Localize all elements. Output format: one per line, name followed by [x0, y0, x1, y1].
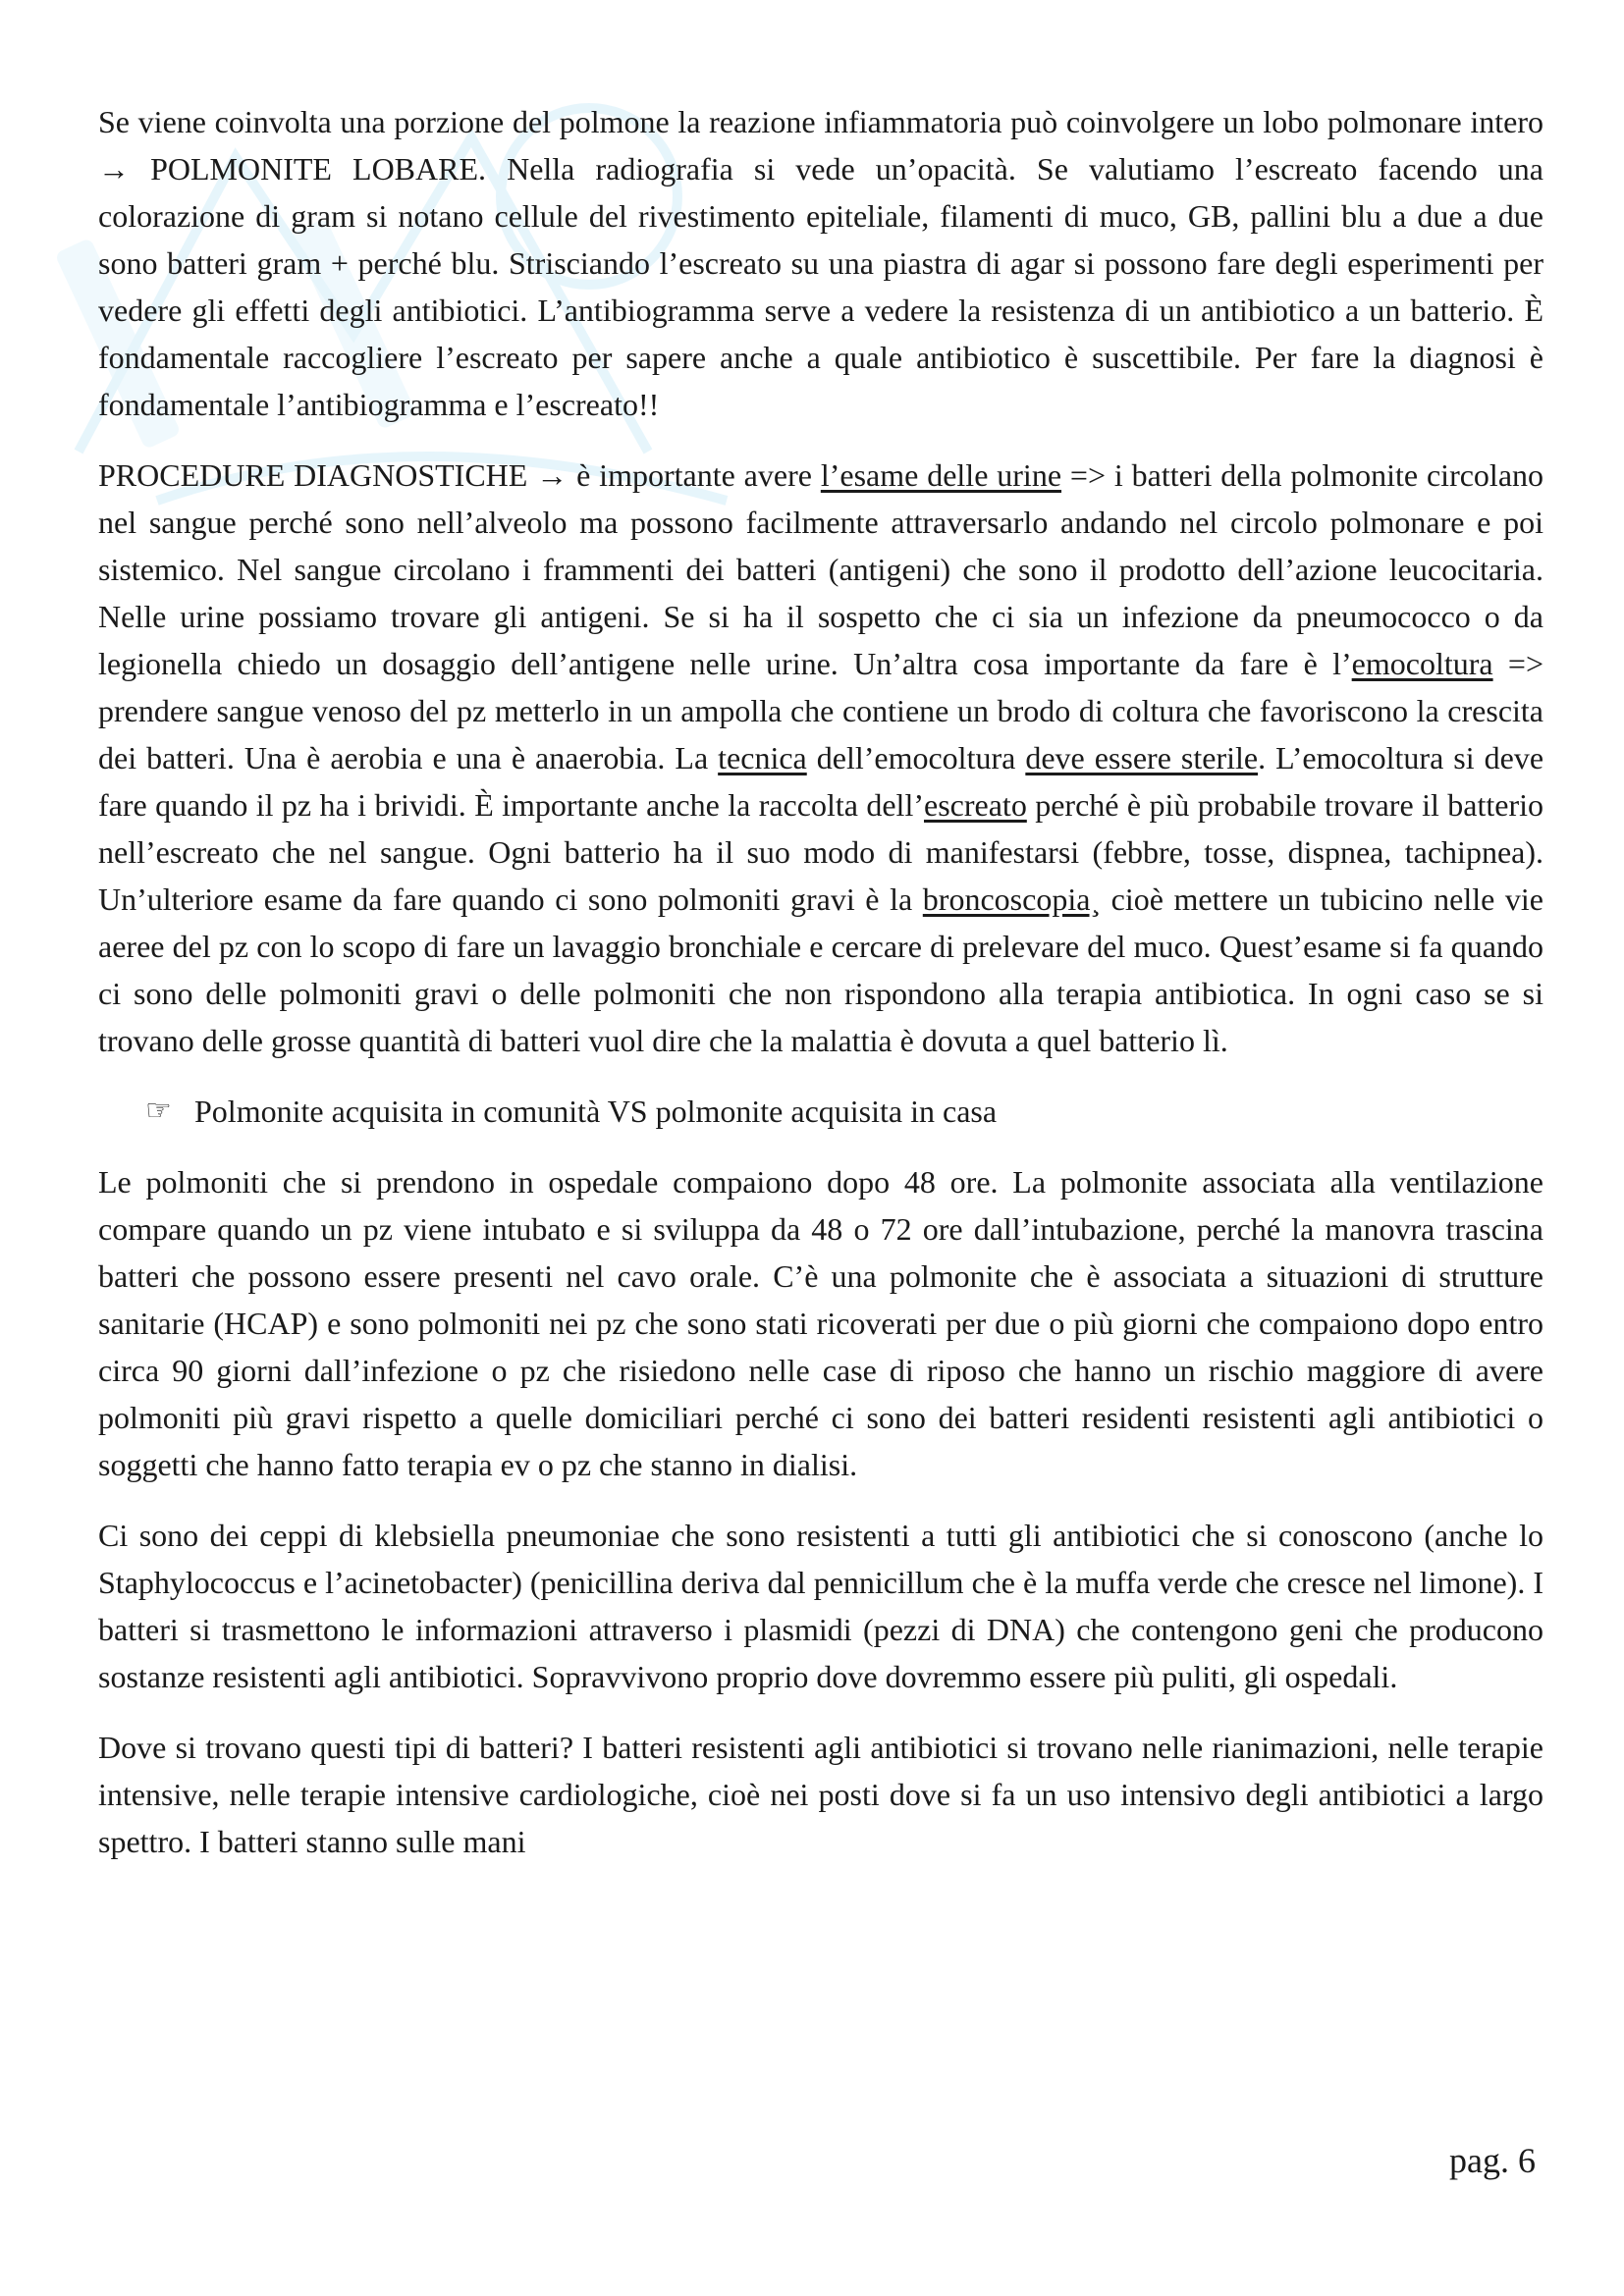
- paragraph-polmonite-lobare: Se viene coinvolta una porzione del polmone la reazione infiammatoria può coinvolgere un lobo polmonare intero → POLMONITE LOBARE. Nella radiografia si vede un’opacità. Se valutiamo l’escreato facendo una colorazione di gram si notano cellule del rivestimento epiteliale, filamenti di muco, GB, pallini blu a due a due sono batteri gram + perché blu. Strisciando l’escreato su una piastra di agar si possono fare degli esperimenti per vedere gli effetti degli antibiotici. L’antibiogramma serve a vedere la resistenza di un antibiotico a un batterio. È fondamentale raccogliere l’escreato per sapere anche a quale antibiotico è suscettibile. Per fare la diagnosi è fondamentale l’antibiogramma e l’escreato!!: [98, 104, 1543, 422]
- arrow-icon: →: [536, 457, 568, 493]
- arrow-icon: →: [98, 151, 130, 187]
- paragraph-dove-batteri: Dove si trovano questi tipi di batteri? I batteri resistenti agli antibiotici si trovano nelle rianimazioni, nelle terapie intensive, nelle terapie intensive cardiologiche, cioè nei posti dove si fa un uso intensivo degli antibiotici a largo spettro. I batteri stanno sulle mani: [98, 1730, 1543, 1859]
- underlined-term: tecnica: [718, 740, 807, 775]
- underlined-term: escreato: [924, 787, 1027, 823]
- document-body: [98, 98, 1543, 1889]
- paragraph-procedure-diagnostiche: PROCEDURE DIAGNOSTICHE → è importante avere l’esame delle urine => i batteri della polmonite circolano nel sangue perché sono nell’alveolo ma possono facilmente attraversarlo andando nel circolo polmonare e poi sistemico. Nel sangue circolano i frammenti dei batteri (antigeni) che sono il prodotto dell’azione leucocitaria. Nelle urine possiamo trovare gli antigeni. Se si ha il sospetto che ci sia un infezione da pneumococco o da legionella chiedo un dosaggio dell’antigene nelle urine. Un’altra cosa importante da fare è l’emocoltura => prendere sangue venoso del pz metterlo in un ampolla che contiene un brodo di coltura che favoriscono la crescita dei batteri. Una è aerobia e una è anaerobia. La tecnica dell’emocoltura deve essere sterile. L’emocoltura si deve fare quando il pz ha i brividi. È importante anche la raccolta dell’escreato perché è più probabile trovare il batterio nell’escreato che nel sangue. Ogni batterio ha il suo modo di manifestarsi (febbre, tosse, dispnea, tachipnea). Un’ulteriore esame da fare quando ci sono polmoniti gravi è la broncoscopia¸ cioè mettere un tubicino nelle vie aeree del pz con lo scopo di fare un lavaggio bronchiale e cercare di prelevare del muco. Quest’esame si fa quando ci sono delle polmoniti gravi o delle polmoniti che non rispondono alla terapia antibiotica. In ogni caso se si trovano delle grosse quantità di batteri vuol dire che la malattia è dovuta a quel batterio lì.: [98, 457, 1544, 1058]
- pointing-hand-icon: ☞: [145, 1095, 172, 1127]
- paragraph-polmoniti-ospedale: Le polmoniti che si prendono in ospedale compaiono dopo 48 ore. La polmonite associata alla ventilazione compare quando un pz viene intubato e si sviluppa da 48 o 72 ore dall’intubazione, perché la manovra trascina batteri che possono essere presenti nel cavo orale. C’è una polmonite che è associata a situazioni di strutture sanitarie (HCAP) e sono polmoniti nei pz che sono stati ricoverati per due o più giorni che compaiono dopo entro circa 90 giorni dall’infezione o pz che risiedono nelle case di riposo che hanno un rischio maggiore di avere polmoniti più gravi rispetto a quelle domiciliari perché ci sono dei batteri residenti resistenti agli antibiotici o soggetti che hanno fatto terapia ev o pz che stanno in dialisi.: [98, 1164, 1543, 1482]
- underlined-term: broncoscopia¸: [922, 881, 1102, 917]
- page-number: pag. 6: [1449, 2141, 1536, 2180]
- bullet-text: Polmonite acquisita in comunità VS polmonite acquisita in casa: [194, 1094, 998, 1129]
- underlined-term: deve essere sterile: [1025, 740, 1259, 775]
- underlined-term: l’esame delle urine: [820, 457, 1062, 493]
- paragraph-klebsiella: Ci sono dei ceppi di klebsiella pneumoniae che sono resistenti a tutti gli antibiotici che si conoscono (anche lo Staphylococcus e l’acinetobacter) (penicillina deriva dal pennicillum che è la muffa verde che cresce nel limone). I batteri si trasmettono le informazioni attraverso i plasmidi (pezzi di DNA) che contengono geni che producono sostanze resistenti agli antibiotici. Sopravvivono proprio dove dovremmo essere più puliti, gli ospedali.: [98, 1518, 1543, 1694]
- bullet-item: [98, 1088, 1543, 1135]
- underlined-term: emocoltura: [1351, 646, 1493, 681]
